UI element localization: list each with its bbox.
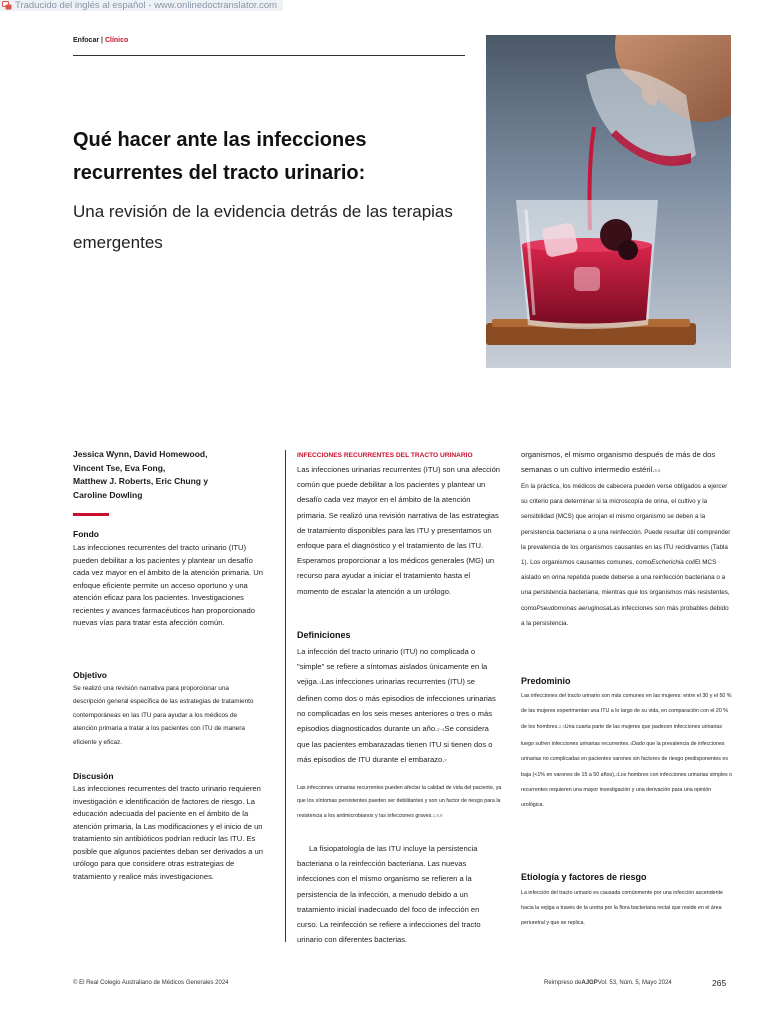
section-category: Clínico xyxy=(104,37,129,44)
abstract-heading-fondo: Fondo xyxy=(73,529,99,539)
abstract-heading-objetivo: Objetivo xyxy=(73,670,108,680)
fisiopatologia-paragraph: La fisiopatología de las ITU incluye la persistencia bacteriana o la reinfección bacteriana. Las nuevas infecciones con el mismo organismo se refieren a la persistencia de la infección, a menudo debido a un tratamiento inicial inadecuado del foco de infección en curso. La reinfección se refiere a infecciones del tracto urinario con diferentes bacterias. xyxy=(297,844,481,945)
ref-marker: 7 xyxy=(444,758,447,764)
intro-paragraph: Las infecciones urinarias recurrentes (ITU) son una afección común que puede debilitar a los pacientes y plantear un desafío cada vez mayor en el ámbito de la atención primaria. Se realizó una revisión narrativa de las estrategias de tratamiento disponibles para las ITU y presentamos un enfoque para el diagnóstico y el tratamiento de las ITU. Esperamos proporcionar a los médicos generales (MG) un recurso para ayudar a iniciar el tratamiento hasta el momento de escalar la atención a un urólogo. xyxy=(297,465,501,596)
section-label: INFECCIONES RECURRENTES DEL TRACTO URINARIO xyxy=(297,452,473,459)
author-list: Jessica Wynn, David Homewood, Vincent Tse, Eva Fong, Matthew J. Roberts, Eric Chung y Caroline Dowling xyxy=(73,449,209,500)
translate-icon xyxy=(2,1,12,10)
translation-banner[interactable] xyxy=(0,0,283,11)
ref-marker: 2–4 xyxy=(437,727,445,733)
quality-of-life-paragraph: Las infecciones urinarias recurrentes pueden afectar la calidad de vida del paciente, ya que los síntomas persistentes pueden ser debilitantes y son un factor de riesgo para la resistencia a los antimicrobianos y las infecciones graves.1,8,9 xyxy=(297,785,502,819)
predominio-paragraph: Las infecciones del tracto urinario son más comunes en las mujeres: entre el 30 y el 50 % de las mujeres experimentan una ITU a lo largo de su vida, en comparación con el 20 % de los hombres.2,4Una cuarta parte de las mujeres que padecen infecciones urinarias luego sufren infecciones urinarias recurrentes.4Dado que la prevalencia de infecciones urinarias no complicadas en pacientes varones sin factores de riesgo predisponentes es baja (<1% en varones de 15 a 50 años),2Los hombres con infecciones urinarias simples o recurrentes requieren una mayor investigación y una derivación para una opinión urológica. xyxy=(521,693,733,809)
definiciones-paragraph: La infección del tracto urinario (ITU) no complicada o "simple" se refiere a síntomas aislados únicamente en la vejiga.1Las infecciones urinarias recurrentes (ITU) se definen como dos o más episodios de infecciones urinarias no complicadas en los seis meses anteriores o tres o más episodios diagnosticados durante un año.2–4Se considera que las pacientes embarazadas tienen ITU si tienen dos o más episodios de ITU durante el embarazo.7 xyxy=(297,647,496,765)
journal-name: AJGP xyxy=(581,980,598,986)
section-name: Enfocar xyxy=(73,37,100,44)
article-subtitle: Una revisión de la evidencia detrás de las terapias emergentes xyxy=(73,202,453,252)
accent-rule xyxy=(73,513,109,516)
section-tag xyxy=(73,37,128,44)
heading-etiologia: Etiología y factores de riesgo xyxy=(521,872,647,882)
hero-image xyxy=(486,35,731,368)
heading-predominio: Predominio xyxy=(521,676,571,686)
header-divider xyxy=(73,55,465,56)
abstract-objetivo: Se realizó una revisión narrativa para proporcionar una descripción general específica de las estrategias de tratamiento contemporáneas en las ITU para ayudar a los médicos de atención primaria a tratar a los pacientes con ITU de manera eficiente y eficaz. xyxy=(73,685,254,746)
organism-name: Pseudomonas aeruginosa xyxy=(536,604,610,612)
abstract-heading-discusion: Discusión xyxy=(73,771,114,781)
page-number: 265 xyxy=(712,978,727,988)
ref-marker: 2,4 xyxy=(558,724,565,730)
ref-marker: 1,8,9 xyxy=(432,812,443,818)
ref-marker: 1 xyxy=(318,680,322,686)
section-separator: | xyxy=(101,37,103,44)
journal-citation: Reimpreso deAJGPVol. 53, Núm. 5, Mayo 2024 xyxy=(544,980,672,986)
practica-paragraph: En la práctica, los médicos de cabecera pueden verse obligados a ejercer su criterio para determinar si la microscopía de orina, el cultivo y la sensibilidad (MCS) que arrojan el mismo organismo se deben a la persistencia bacteriana o a una reinfección. Puede resultar útil comprender la prevalencia de los organismos causantes en las ITU recidivantes (Tabla 1). Los organismos causantes comunes, comoEscherichia coliEl MCS aislado en orina repetida puede deberse a una reinfección bacteriana o a una persistencia bacteriana, mientras que los organismos más resistentes, comoPseudomonas aeruginosaLas infecciones son más probables debido a la persistencia. xyxy=(521,483,731,627)
abstract-fondo: Las infecciones recurrentes del tracto urinario (ITU) pueden debilitar a los pacientes y plantear un desafío cada vez mayor en el ámbito de la atención primaria. Un enfoque eficiente permite un acceso oportuno y una atención eficaz para los pacientes. Investigaciones recientes y avances farmacéuticos han proporcionado nuevas vías para tratar esta afección común. xyxy=(73,543,263,627)
ref-marker: 5,6 xyxy=(654,468,661,474)
organism-name: Escherichia coli xyxy=(651,559,695,567)
translation-link[interactable]: Traducido del inglés al español - www.onlinedoctranslator.com xyxy=(15,0,278,11)
copyright: © El Real Colegio Australiano de Médicos Generales 2024 xyxy=(73,980,229,986)
etiologia-paragraph: La infección del tracto urinario es causada comúnmente por una infección ascendente hacia la vejiga a través de la uretra por la flora bacteriana rectal que reside en el área periuretral y que se replica. xyxy=(521,890,723,927)
abstract-discusion: Las infecciones recurrentes del tracto urinario requieren investigación e identificación de factores de riesgo. La educación adecuada del paciente en el ámbito de la atención primaria, la Las modificaciones y el inicio de un tratamiento sin antibióticos podrían reducir las ITU. Es posible que algunos pacientes deban ser derivados a un urólogo para que considere otras estrategias de tratamiento y realice más investigaciones. xyxy=(73,784,263,881)
ref-marker: 2 xyxy=(615,772,618,778)
article-title: Qué hacer ante las infecciones recurrentes del tracto urinario: xyxy=(73,129,367,184)
continuation-paragraph: organismos, el mismo organismo después de más de dos semanas o un cultivo intermedio estéril.5,6 xyxy=(521,450,716,475)
ref-marker: 4 xyxy=(629,740,633,746)
heading-definiciones: Definiciones xyxy=(297,630,351,640)
column-divider xyxy=(285,450,286,942)
